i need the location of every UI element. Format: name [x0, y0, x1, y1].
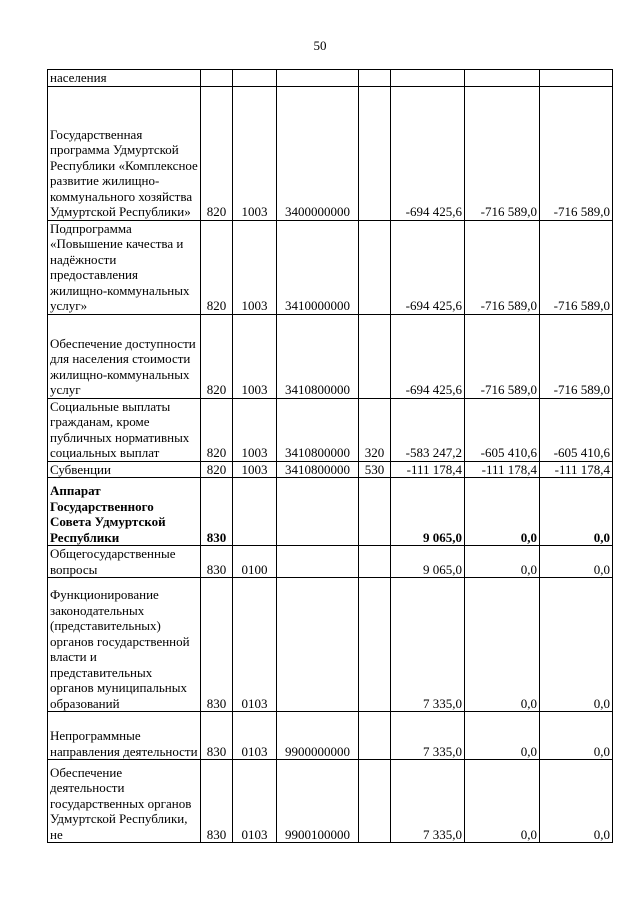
section-code: 0103	[233, 760, 277, 843]
expense-type-code	[359, 314, 391, 398]
expense-type-code	[359, 546, 391, 578]
amount-year-1: -694 425,6	[391, 314, 465, 398]
target-article-code: 3400000000	[277, 86, 359, 220]
amount-year-2: 0,0	[465, 478, 540, 546]
ved-code: 820	[201, 314, 233, 398]
ved-code	[201, 70, 233, 87]
table-row	[48, 578, 613, 712]
row-name: Непрограммные направления деятельности	[48, 712, 201, 760]
amount-year-1: -111 178,4	[391, 461, 465, 478]
target-article-code: 3410800000	[277, 398, 359, 461]
target-article-code: 3410000000	[277, 220, 359, 314]
table-row	[48, 546, 613, 578]
section-code: 1003	[233, 398, 277, 461]
expense-type-code	[359, 760, 391, 843]
table-row	[48, 86, 613, 220]
section-code: 0103	[233, 578, 277, 712]
expense-type-code	[359, 70, 391, 87]
row-name: Аппарат Государственного Совета Удмуртской Республики	[48, 478, 201, 546]
target-article-code	[277, 478, 359, 546]
expense-type-code: 530	[359, 461, 391, 478]
section-code: 1003	[233, 461, 277, 478]
amount-year-3: 0,0	[540, 578, 613, 712]
amount-year-3	[540, 70, 613, 87]
row-name: Обеспечение доступности для населения стоимости жилищно-коммунальных услуг	[48, 314, 201, 398]
amount-year-3: 0,0	[540, 712, 613, 760]
table-row	[48, 760, 613, 843]
expense-type-code	[359, 478, 391, 546]
amount-year-3: -716 589,0	[540, 220, 613, 314]
table-row	[48, 314, 613, 398]
amount-year-2: 0,0	[465, 760, 540, 843]
ved-code: 830	[201, 546, 233, 578]
section-code: 1003	[233, 220, 277, 314]
amount-year-2: -716 589,0	[465, 314, 540, 398]
row-name: Субвенции	[48, 461, 201, 478]
amount-year-2: 0,0	[465, 578, 540, 712]
ved-code: 830	[201, 760, 233, 843]
expense-type-code	[359, 220, 391, 314]
table-row	[48, 220, 613, 314]
amount-year-3: -111 178,4	[540, 461, 613, 478]
amount-year-1: 9 065,0	[391, 546, 465, 578]
amount-year-1	[391, 70, 465, 87]
amount-year-1: -694 425,6	[391, 220, 465, 314]
ved-code: 820	[201, 398, 233, 461]
section-code: 0103	[233, 712, 277, 760]
target-article-code: 9900000000	[277, 712, 359, 760]
section-code: 1003	[233, 314, 277, 398]
amount-year-1: 7 335,0	[391, 578, 465, 712]
amount-year-2: -605 410,6	[465, 398, 540, 461]
table-row	[48, 398, 613, 461]
table-row	[48, 461, 613, 478]
target-article-code: 3410800000	[277, 461, 359, 478]
amount-year-1: -583 247,2	[391, 398, 465, 461]
row-name: Обеспечение деятельности государственных органов Удмуртской Республики, не	[48, 760, 201, 843]
amount-year-3: -716 589,0	[540, 314, 613, 398]
amount-year-1: 7 335,0	[391, 760, 465, 843]
row-name: Подпрограмма «Повышение качества и надёжности предоставления жилищно-коммунальных услуг»	[48, 220, 201, 314]
amount-year-1: -694 425,6	[391, 86, 465, 220]
expense-type-code	[359, 86, 391, 220]
ved-code: 820	[201, 220, 233, 314]
expense-type-code	[359, 578, 391, 712]
amount-year-3: 0,0	[540, 546, 613, 578]
table-row	[48, 712, 613, 760]
amount-year-3: 0,0	[540, 478, 613, 546]
ved-code: 830	[201, 478, 233, 546]
amount-year-2: -716 589,0	[465, 86, 540, 220]
row-name: Общегосударственные вопросы	[48, 546, 201, 578]
target-article-code	[277, 70, 359, 87]
row-name: Государственная программа Удмуртской Республики «Комплексное развитие жилищно-коммунального хозяйства Удмуртской Республики»	[48, 86, 201, 220]
target-article-code: 9900100000	[277, 760, 359, 843]
ved-code: 830	[201, 578, 233, 712]
budget-table	[47, 69, 613, 843]
section-code: 1003	[233, 86, 277, 220]
amount-year-2: 0,0	[465, 546, 540, 578]
amount-year-1: 7 335,0	[391, 712, 465, 760]
row-name: населения	[48, 70, 201, 87]
amount-year-2: 0,0	[465, 712, 540, 760]
target-article-code	[277, 578, 359, 712]
ved-code: 820	[201, 461, 233, 478]
expense-type-code: 320	[359, 398, 391, 461]
target-article-code: 3410800000	[277, 314, 359, 398]
amount-year-3: 0,0	[540, 760, 613, 843]
row-name: Социальные выплаты гражданам, кроме публичных нормативных социальных выплат	[48, 398, 201, 461]
section-code	[233, 70, 277, 87]
amount-year-2	[465, 70, 540, 87]
section-code: 0100	[233, 546, 277, 578]
ved-code: 830	[201, 712, 233, 760]
table-row	[48, 70, 613, 87]
expense-type-code	[359, 712, 391, 760]
page-number: 50	[313, 38, 327, 53]
amount-year-1: 9 065,0	[391, 478, 465, 546]
section-code	[233, 478, 277, 546]
target-article-code	[277, 546, 359, 578]
ved-code: 820	[201, 86, 233, 220]
amount-year-3: -716 589,0	[540, 86, 613, 220]
amount-year-3: -605 410,6	[540, 398, 613, 461]
amount-year-2: -716 589,0	[465, 220, 540, 314]
table-row	[48, 478, 613, 546]
amount-year-2: -111 178,4	[465, 461, 540, 478]
row-name: Функционирование законодательных (представительных) органов государственной власти и представительных органов муниципальных образований	[48, 578, 201, 712]
